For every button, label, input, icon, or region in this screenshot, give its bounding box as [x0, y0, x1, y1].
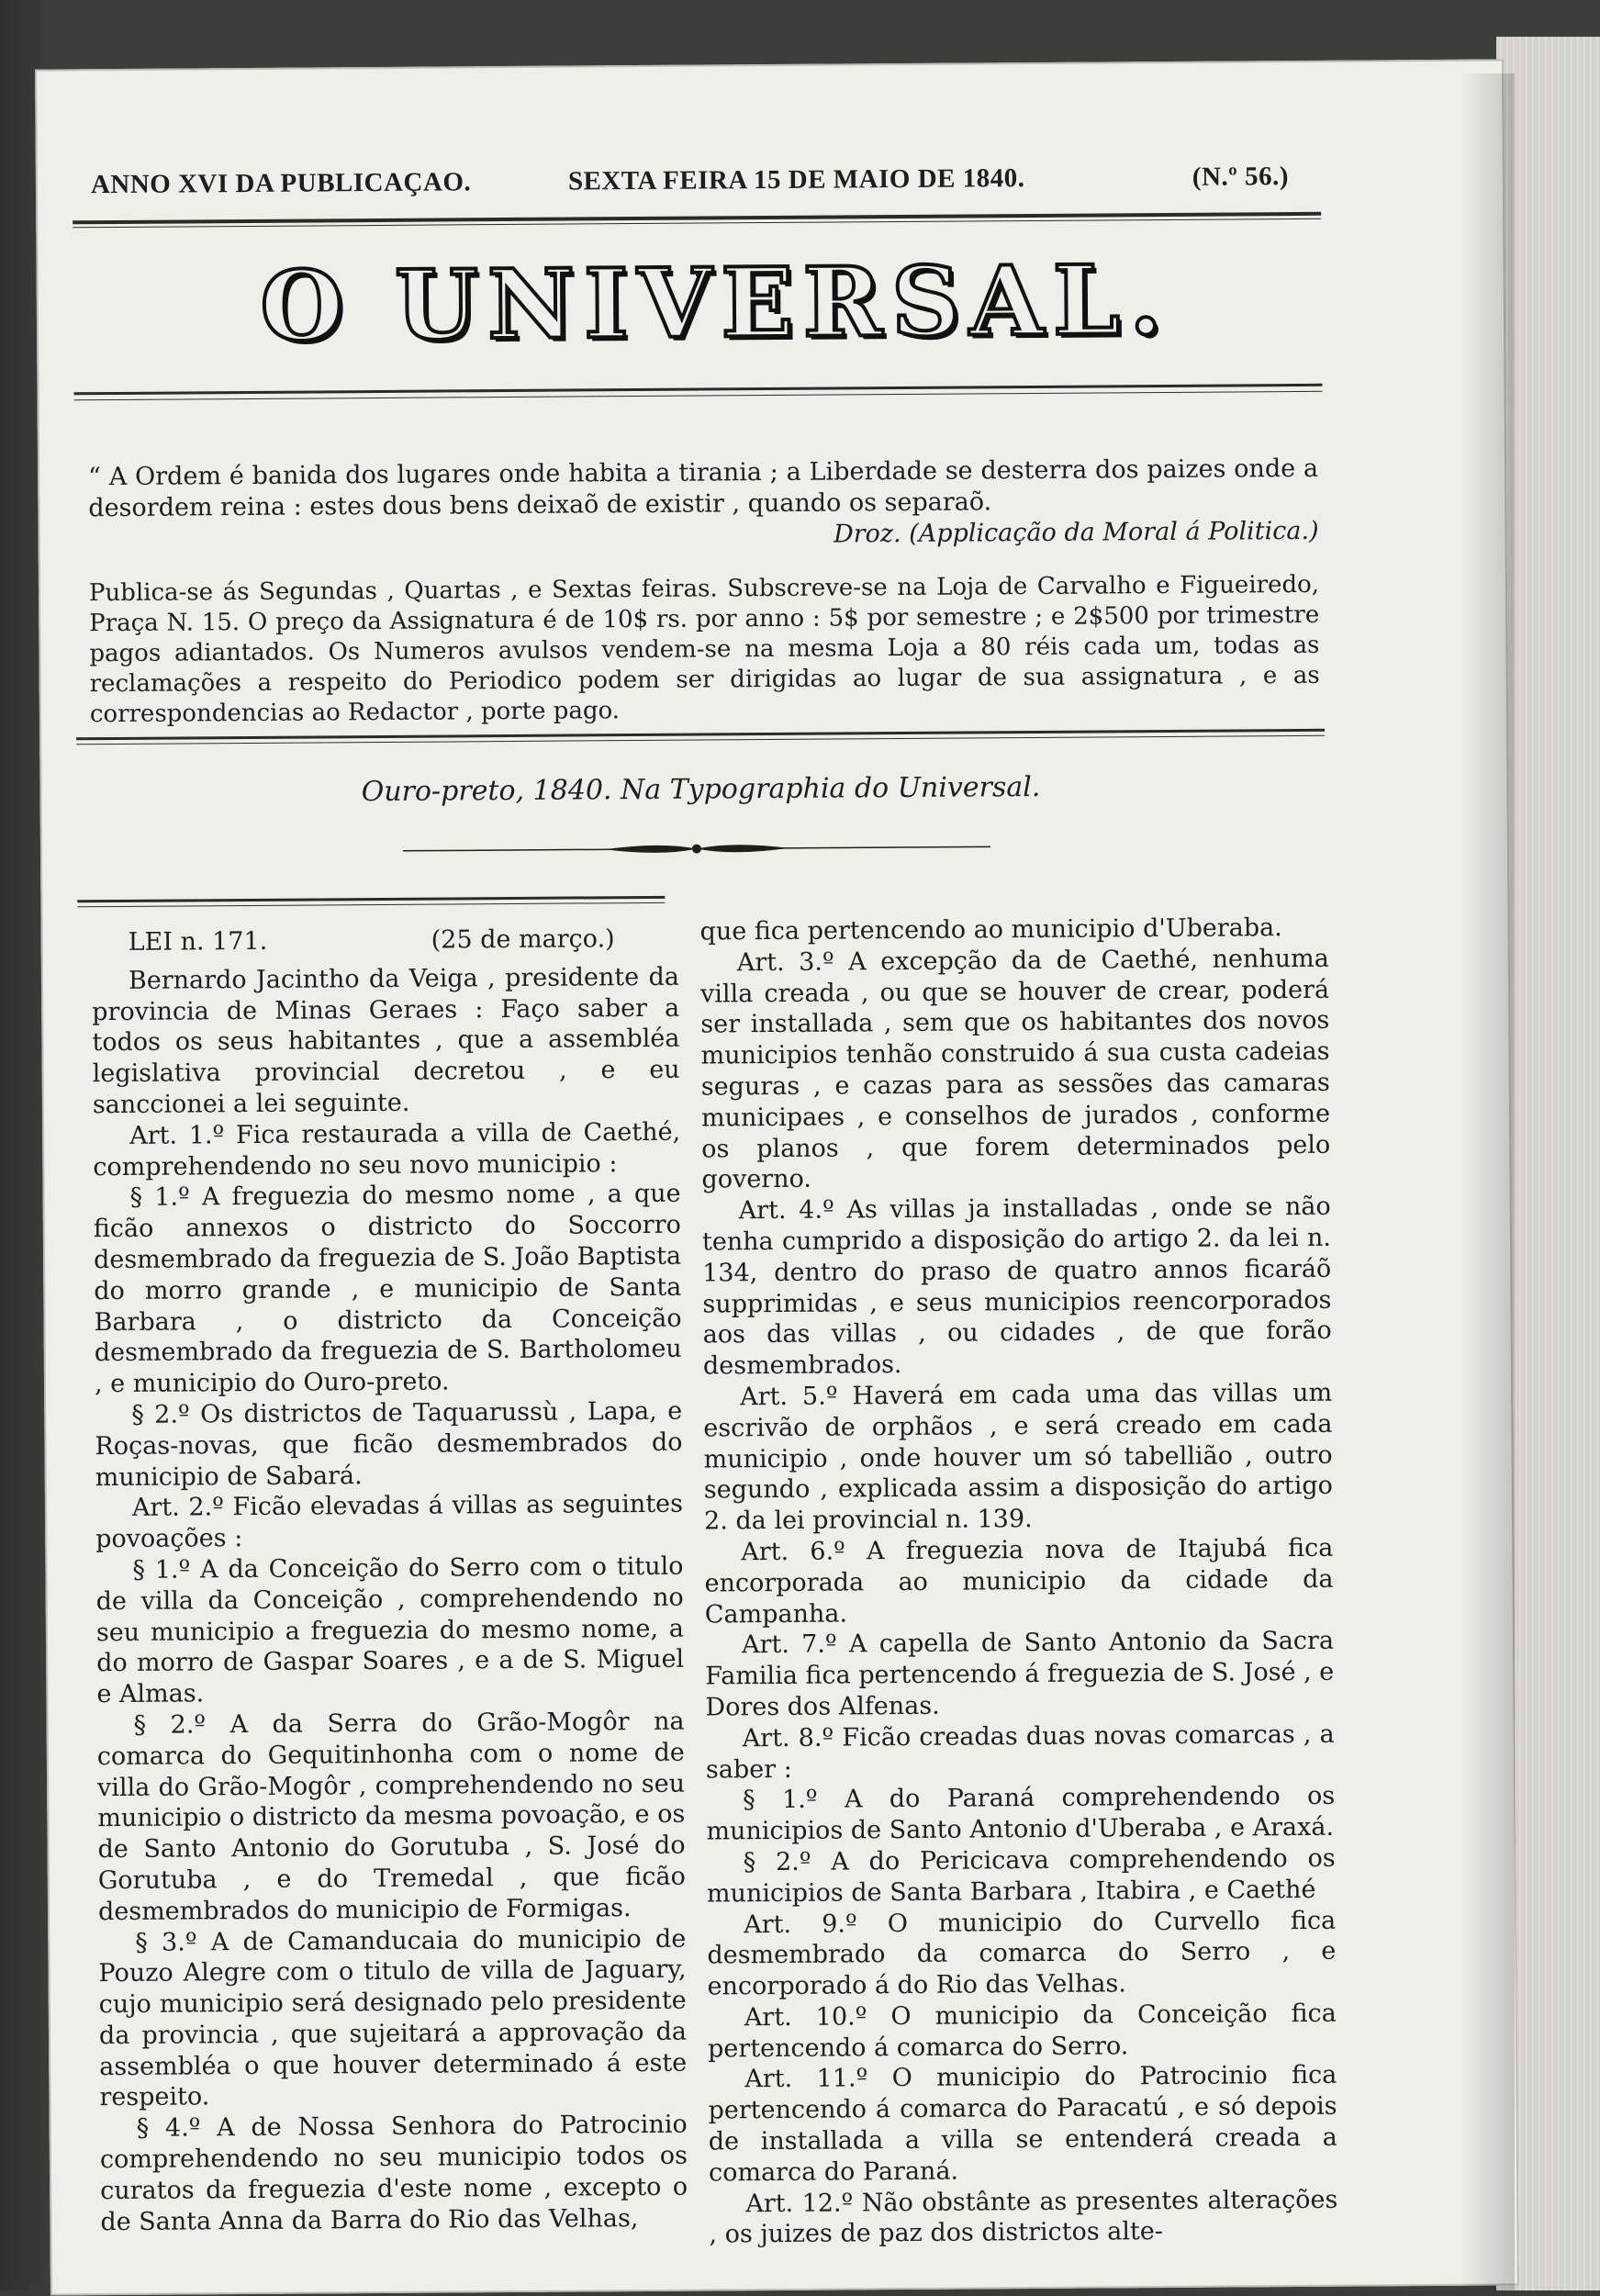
right-column	[699, 913, 1337, 2251]
paragraph: Art. 8.º Ficão creadas duas novas comarcas , a saber :	[705, 1719, 1335, 1785]
law-number: LEI n. 171.	[128, 926, 268, 957]
epigraph-attribution: Droz. (Applicação da Moral á Politica.)	[833, 516, 1319, 549]
newspaper-page	[35, 59, 1519, 2295]
paragraph: § 3.º A de Camanducaia do municipio de Pouzo Alegre com o titulo de villa de Jaguary, cujo municipio será designado pelo presidente da provincia , que sujeitará a approvação da assembléa o que houver determinado á este respeito.	[98, 1924, 688, 2112]
newspaper-title	[256, 243, 1175, 378]
paragraph: Art. 11.º O municipio do Patrocinio fica pertencendo á comarca do Paracatú , e só depois de installada a villa se entenderá creada a comarca do Paraná.	[708, 2061, 1337, 2188]
epigraph-text: “ A Ordem é banida dos lugares onde habita a tirania ; a Liberdade se desterra dos paizes onde a desordem reina : estes dous bens deixaõ de existir , quando os separaõ.	[88, 454, 1319, 523]
paragraph: Art. 7.º A capella de Santo Antonio da Sacra Familia fica pertencendo á freguezia de S. José , e Dores dos Alfenas.	[705, 1627, 1335, 1722]
left-column	[92, 924, 688, 2238]
notice-rule-thick	[76, 729, 1325, 740]
paragraph: Art. 10.º O municipio da Conceição fica pertencendo á comarca do Serro.	[707, 1999, 1337, 2064]
subscription-notice: Publica-se ás Segundas , Quartas , e Sextas feiras. Subscreve-se na Loja de Carvalho e Figueiredo, Praça N. 15. O preço da Assignatura é de 10$ rs. por anno : 5$ por semestre ; e 2$500 por trimestre pagos adiantados. Os Numeros avulsos vendem-se na mesma Loja a 80 réis cada um, todas as reclamações a respeito do Periodico podem ser dirigidas ao lugar de sua assignatura , e as correspondencias ao Redactor , porte pago.	[88, 570, 1320, 729]
paragraph: Art. 12.º Não obstânte as presentes alterações , os juizes de paz dos districtos alte-	[709, 2185, 1338, 2249]
paragraph: Bernardo Jacintho da Veiga , presidente da provincia de Minas Geraes : Faço saber a todos os seus habitantes , que a assembléa legislativa provincial decretou , e eu sanccionei a lei seguinte.	[92, 962, 680, 1120]
paragraph: § 2.º A da Serra do Grão-Mogôr na comarca do Gequitinhonha com o nome de villa do Grão-Mogôr , comprehendendo no seu municipio o districto da mesma povoação, e os de Santo Antonio do Gorutuba , S. José do Gorutuba , e do Tremedal , que ficão desmembrados do municipio de Formigas.	[96, 1707, 686, 1926]
column-rule-thick	[77, 896, 665, 902]
page-curl-shadow	[1460, 73, 1515, 2290]
title-rule-thick	[73, 384, 1322, 395]
paragraph: § 1.º A do Paraná comprehendendo os municipios de Santo Antonio d'Uberaba , e Araxá.	[706, 1782, 1336, 1846]
paragraph: Art. 6.º A freguezia nova de Itajubá fica encorporada ao municipio da cidade da Campanha.	[704, 1533, 1334, 1630]
paragraph: § 2.º Os districtos de Taquarussù , Lapa, e Roças-novas, que ficão desmembrados do municipio de Sabará.	[95, 1396, 683, 1492]
paragraph: Art. 2.º Ficão elevadas á villas as seguintes povoações :	[95, 1490, 684, 1554]
newspaper-title-text: O UNIVERSAL.	[260, 242, 1172, 363]
paragraph: Art. 4.º As villas ja installadas , onde se não tenha cumprido a disposição do artigo 2. da lei n. 134, dentro do praso de quatro annos ficaráõ supprimidas , e seus municipios reencorporados aos das villas , ou cidades , de que forão desmembrados.	[701, 1192, 1332, 1381]
law-date: (25 de março.)	[431, 924, 615, 955]
issue-number: (N.º 56.)	[1192, 162, 1290, 192]
column-rule-thin	[77, 902, 665, 907]
paragraph: Art. 1.º Fica restaurada a villa de Caethé, comprehendendo no seu novo municipio :	[93, 1117, 681, 1182]
paragraph: § 1.º A da Conceição do Serro com o titulo de villa da Conceição , comprehendendo no seu municipio a freguezia do mesmo nome, a do morro de Gaspar Soares , e a de S. Miguel e Almas.	[95, 1551, 685, 1709]
paragraph: que fica pertencendo ao municipio d'Uberaba.	[699, 913, 1282, 946]
imprint-line: Ouro-preto, 1840. Na Typographia do Universal.	[361, 770, 1041, 809]
law-heading	[92, 924, 679, 958]
paragraph: § 1.º A freguezia do mesmo nome , a que ficão annexos o districto do Soccorro desmembrado da freguezia de S. João Baptista do morro grande , e municipio de Santa Barbara , o districto da Conceição desmembrado da freguezia de S. Bartholomeu , e municipio do Ouro-preto.	[93, 1180, 682, 1399]
publication-year: ANNO XVI DA PUBLICAÇAO.	[90, 167, 472, 200]
masthead-row	[91, 162, 1312, 216]
paragraph: § 2.º A do Pericicava comprehendendo os municipios de Santa Barbara , Itabira , e Caethé	[706, 1843, 1336, 1909]
paragraph: Art. 3.º A excepção da de Caethé, nenhuma villa creada , ou que se houver de crear, poderá ser installada , sem que os habitantes dos novos municipios tenhão construido á sua custa cadeias seguras , e cazas para as sessões das camaras municipaes , e conselhos de jurados , conforme os planos , que forem determinados pelo governo.	[699, 944, 1331, 1194]
paragraph: Art. 9.º O municipio do Curvello fica desmembrado da comarca do Serro , e encorporado á do Rio das Velhas.	[707, 1906, 1337, 2001]
ornamental-divider	[403, 838, 990, 858]
paragraph: § 4.º A de Nossa Senhora do Patrocinio comprehendendo no seu municipio todos os curatos da freguezia d'este nome , excepto o de Santa Anna da Barra do Rio das Velhas,	[99, 2110, 688, 2236]
epigraph	[88, 454, 1319, 555]
issue-date: SEXTA FEIRA 15 DE MAIO DE 1840.	[567, 163, 1025, 196]
paragraph: Art. 5.º Haverá em cada uma das villas um escrivão de orphãos , e será creado em cada municipio , onde houver um só tabellião , outro segundo , explicada assim a disposição do artigo 2. da lei provincial n. 139.	[703, 1378, 1333, 1536]
